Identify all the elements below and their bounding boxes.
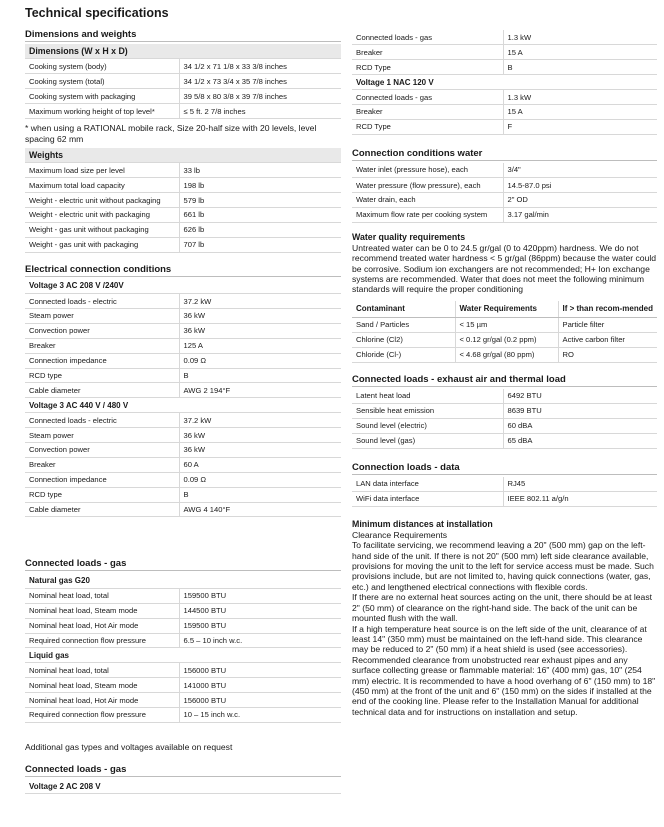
table-row bbox=[25, 633, 341, 648]
spec-label: Water drain, each bbox=[352, 193, 503, 208]
spec-value: 579 lb bbox=[179, 193, 341, 208]
spec-value: 0.09 Ω bbox=[179, 472, 341, 487]
spec-label: Latent heat load bbox=[352, 389, 503, 404]
spec-label: Nominal heat load, Steam mode bbox=[25, 603, 179, 618]
spec-value: 60 dBA bbox=[503, 418, 657, 433]
table-row bbox=[25, 237, 341, 252]
table-row bbox=[352, 193, 657, 208]
table-row bbox=[25, 353, 341, 368]
voltage-group-title: Voltage 1 NAC 120 V bbox=[352, 75, 657, 90]
dimensions-subtitle: Dimensions (W x H x D) bbox=[25, 44, 341, 59]
spec-label: Nominal heat load, total bbox=[25, 588, 179, 603]
table-row bbox=[25, 148, 341, 163]
spec-label: Nominal heat load, total bbox=[25, 663, 179, 678]
requirement-cell: < 0.12 gr/gal (0.2 ppm) bbox=[455, 332, 558, 347]
spec-label: Maximum load size per level bbox=[25, 163, 179, 178]
table-row bbox=[352, 347, 657, 362]
spec-label: Weight - gas unit with packaging bbox=[25, 237, 179, 252]
exhaust-table bbox=[352, 389, 657, 449]
table-row bbox=[25, 178, 341, 193]
spec-value: 159500 BTU bbox=[179, 588, 341, 603]
gas-section-title: Connected loads - gas bbox=[25, 557, 341, 571]
spec-label: Required connection flow pressure bbox=[25, 707, 179, 722]
contaminant-cell: Chlorine (Cl2) bbox=[352, 332, 455, 347]
spec-value: 15 A bbox=[503, 45, 657, 60]
table-row bbox=[352, 60, 657, 75]
table-row bbox=[25, 502, 341, 517]
spec-value: 661 lb bbox=[179, 208, 341, 223]
spec-value: AWG 4 140°F bbox=[179, 502, 341, 517]
spec-label: Maximum total load capacity bbox=[25, 178, 179, 193]
table-row bbox=[25, 707, 341, 722]
gas2-section-title: Connected loads - gas bbox=[25, 763, 341, 777]
spec-value: F bbox=[503, 119, 657, 134]
table-row bbox=[25, 222, 341, 237]
dimensions-table bbox=[25, 44, 341, 119]
spec-label: Weight - electric unit without packaging bbox=[25, 193, 179, 208]
spec-label: Weight - electric unit with packaging bbox=[25, 208, 179, 223]
gas-footnote: Additional gas types and voltages available on request bbox=[25, 741, 233, 752]
dimensions-footnote: * when using a RATIONAL mobile rack, Size 20-half size with 20 levels, level spacing 62 mm bbox=[25, 122, 317, 144]
gas-group-title: Natural gas G20 bbox=[25, 573, 341, 588]
spec-value: 65 dBA bbox=[503, 433, 657, 448]
electrical-section-title: Electrical connection conditions bbox=[25, 263, 341, 277]
spec-value: 1.3 kW bbox=[503, 90, 657, 105]
spec-label: Water pressure (flow pressure), each bbox=[352, 178, 503, 193]
spec-value: 0.09 Ω bbox=[179, 353, 341, 368]
table-row bbox=[352, 30, 657, 45]
spec-label: Convection power bbox=[25, 442, 179, 457]
requirement-cell: < 15 µm bbox=[455, 317, 558, 332]
table-row bbox=[25, 89, 341, 104]
spec-value: 14.5-87.0 psi bbox=[503, 178, 657, 193]
table-row bbox=[25, 663, 341, 678]
table-row bbox=[25, 413, 341, 428]
table-row bbox=[25, 74, 341, 89]
spec-value: 156000 BTU bbox=[179, 663, 341, 678]
table-row bbox=[25, 338, 341, 353]
filter-cell: Particle filter bbox=[558, 317, 657, 332]
table-row bbox=[25, 279, 341, 294]
distances-paragraph: Recommended clearance from unobstructed rear exhaust pipes and any surface collecting grease or flammable material: 16" (400 mm) gas, 10" (254 mm) electric. It is recommended to have a hood overhang of 6" (150 mm) to 18" (450 mm) at the front of the unit and 6" (150 mm) on the sides if installed at the end of the cooking line. Please refer to the Installation Manual for additional technical data and for instructions on installation and setup. bbox=[352, 654, 656, 717]
spec-value: 36 kW bbox=[179, 308, 341, 323]
spec-value: 36 kW bbox=[179, 428, 341, 443]
table-row bbox=[25, 208, 341, 223]
spec-label: Sound level (electric) bbox=[352, 418, 503, 433]
spec-value: 15 A bbox=[503, 104, 657, 119]
spec-label: Sound level (gas) bbox=[352, 433, 503, 448]
spec-value: 144500 BTU bbox=[179, 603, 341, 618]
table-row bbox=[25, 573, 341, 588]
spec-value: 198 lb bbox=[179, 178, 341, 193]
gas-table bbox=[25, 573, 341, 722]
column-header: Contaminant bbox=[352, 301, 455, 318]
table-row bbox=[352, 104, 657, 119]
weights-table bbox=[25, 148, 341, 253]
spec-value: 3/4" bbox=[503, 163, 657, 178]
spec-label: Connection impedance bbox=[25, 472, 179, 487]
right-column bbox=[352, 30, 657, 717]
spec-value: 8639 BTU bbox=[503, 403, 657, 418]
spec-value: B bbox=[179, 487, 341, 502]
spec-value: 6492 BTU bbox=[503, 389, 657, 404]
requirement-cell: < 4.68 gr/gal (80 ppm) bbox=[455, 347, 558, 362]
distances-paragraph: To facilitate servicing, we recommend leaving a 20" (500 mm) gap on the left-hand side of the unit. If there is not 20" (500 mm) left side clearance available, provisions for moving the unit to the left for service access must be made. Such provisions include, but are not limited to, having quick connections (water, gas, etc.) and lengthened electrical connections with flexible cords. bbox=[352, 540, 654, 592]
data-section-title: Connection loads - data bbox=[352, 461, 657, 475]
spec-value: 6.5 – 10 inch w.c. bbox=[179, 633, 341, 648]
table-row bbox=[25, 59, 341, 74]
table-row bbox=[352, 491, 657, 506]
spec-label: RCD Type bbox=[352, 60, 503, 75]
spec-label: Cable diameter bbox=[25, 502, 179, 517]
spec-value: 34 1/2 x 71 1/8 x 33 3/8 inches bbox=[179, 59, 341, 74]
exhaust-section-title: Connected loads - exhaust air and thermal load bbox=[352, 373, 657, 387]
table-row bbox=[25, 588, 341, 603]
table-row bbox=[25, 323, 341, 338]
spec-label: Breaker bbox=[352, 104, 503, 119]
spec-value: 33 lb bbox=[179, 163, 341, 178]
spec-label: RCD Type bbox=[352, 119, 503, 134]
spec-value: 60 A bbox=[179, 457, 341, 472]
electrical-table bbox=[25, 279, 341, 518]
data-table bbox=[352, 477, 657, 507]
spec-label: Nominal heat load, Steam mode bbox=[25, 678, 179, 693]
page-title: Technical specifications bbox=[25, 6, 169, 20]
filter-cell: Active carbon filter bbox=[558, 332, 657, 347]
spec-label: LAN data interface bbox=[352, 477, 503, 492]
table-row bbox=[352, 207, 657, 222]
table-row bbox=[25, 163, 341, 178]
table-row bbox=[25, 368, 341, 383]
spec-value: 156000 BTU bbox=[179, 693, 341, 708]
table-row bbox=[25, 104, 341, 119]
spec-label: Weight - gas unit without packaging bbox=[25, 222, 179, 237]
spec-value: 34 1/2 x 73 3/4 x 35 7/8 inches bbox=[179, 74, 341, 89]
spec-label: Steam power bbox=[25, 308, 179, 323]
table-row bbox=[352, 477, 657, 492]
table-row bbox=[352, 389, 657, 404]
spec-value: 141000 BTU bbox=[179, 678, 341, 693]
spec-label: Cooking system with packaging bbox=[25, 89, 179, 104]
spec-label: Sensible heat emission bbox=[352, 403, 503, 418]
table-row bbox=[352, 45, 657, 60]
spec-value: B bbox=[503, 60, 657, 75]
voltage-group-title: Voltage 3 AC 208 V /240V bbox=[25, 279, 341, 294]
column-header: If > than recom-mended bbox=[558, 301, 657, 318]
spec-label: Nominal heat load, Hot Air mode bbox=[25, 693, 179, 708]
left-column bbox=[25, 28, 341, 794]
contaminant-cell: Chloride (Cl-) bbox=[352, 347, 455, 362]
spec-label: Cooking system (total) bbox=[25, 74, 179, 89]
voltage-group-title: Voltage 3 AC 440 V / 480 V bbox=[25, 398, 341, 413]
water-section-title: Connection conditions water bbox=[352, 147, 657, 161]
spec-label: Water inlet (pressure hose), each bbox=[352, 163, 503, 178]
table-row bbox=[352, 75, 657, 90]
spec-value: RJ45 bbox=[503, 477, 657, 492]
table-row bbox=[352, 163, 657, 178]
spec-value: 3.17 gal/min bbox=[503, 207, 657, 222]
spec-value: 125 A bbox=[179, 338, 341, 353]
water-table bbox=[352, 163, 657, 223]
voltage-group-title: Voltage 2 AC 208 V bbox=[25, 779, 341, 794]
table-row bbox=[25, 44, 341, 59]
spec-value: 37.2 kW bbox=[179, 413, 341, 428]
water-quality-title: Water quality requirements bbox=[352, 231, 466, 242]
spec-label: RCD type bbox=[25, 487, 179, 502]
table-row bbox=[25, 457, 341, 472]
spec-label: Maximum working height of top level* bbox=[25, 104, 179, 119]
distances-title: Minimum distances at installation bbox=[352, 518, 493, 529]
weights-subtitle: Weights bbox=[25, 148, 341, 163]
spec-label: Connection impedance bbox=[25, 353, 179, 368]
table-row bbox=[352, 433, 657, 448]
spec-label: Breaker bbox=[25, 338, 179, 353]
table-row bbox=[25, 487, 341, 502]
spec-value: 1.3 kW bbox=[503, 30, 657, 45]
spec-label: Connected loads - electric bbox=[25, 294, 179, 309]
spec-value: 10 – 15 inch w.c. bbox=[179, 707, 341, 722]
distances-paragraph: If a high temperature heat source is on the left side of the unit, clearance of at least 14" (350 mm) must be maintained on the left-hand side. This clearance may be reduced to 2" (50 mm) if a heat shield is used (see accessories). bbox=[352, 623, 647, 655]
table-row bbox=[25, 383, 341, 398]
spec-value: ≤ 5 ft. 2 7/8 inches bbox=[179, 104, 341, 119]
gas2-table bbox=[352, 30, 657, 135]
spec-label: Connected loads - electric bbox=[25, 413, 179, 428]
spec-label: Cable diameter bbox=[25, 383, 179, 398]
contaminant-cell: Sand / Particles bbox=[352, 317, 455, 332]
table-row bbox=[352, 332, 657, 347]
table-row bbox=[25, 648, 341, 663]
table-row bbox=[25, 193, 341, 208]
table-row bbox=[25, 398, 341, 413]
spec-label: RCD type bbox=[25, 368, 179, 383]
spec-label: Required connection flow pressure bbox=[25, 633, 179, 648]
spec-label: Steam power bbox=[25, 428, 179, 443]
dimensions-section-title: Dimensions and weights bbox=[25, 28, 341, 42]
table-row bbox=[25, 693, 341, 708]
table-row bbox=[352, 418, 657, 433]
contaminant-table bbox=[352, 301, 657, 363]
column-header: Water Requirements bbox=[455, 301, 558, 318]
table-row bbox=[25, 308, 341, 323]
spec-value: 36 kW bbox=[179, 442, 341, 457]
table-row bbox=[352, 119, 657, 134]
gas2-left-table bbox=[25, 779, 341, 794]
table-header-row bbox=[352, 301, 657, 318]
spec-label: Breaker bbox=[25, 457, 179, 472]
spec-value: 2" OD bbox=[503, 193, 657, 208]
table-row bbox=[25, 442, 341, 457]
filter-cell: RO bbox=[558, 347, 657, 362]
spec-label: WiFi data interface bbox=[352, 491, 503, 506]
spec-value: 626 lb bbox=[179, 222, 341, 237]
table-row bbox=[25, 779, 341, 794]
table-row bbox=[352, 317, 657, 332]
gas-group-title: Liquid gas bbox=[25, 648, 341, 663]
distances-subtitle: Clearance Requirements bbox=[352, 529, 448, 540]
table-row bbox=[25, 603, 341, 618]
spec-label: Breaker bbox=[352, 45, 503, 60]
table-row bbox=[352, 403, 657, 418]
table-row bbox=[25, 294, 341, 309]
spec-label: Connected loads - gas bbox=[352, 90, 503, 105]
spec-label: Nominal heat load, Hot Air mode bbox=[25, 618, 179, 633]
table-row bbox=[25, 678, 341, 693]
spec-label: Cooking system (body) bbox=[25, 59, 179, 74]
table-row bbox=[25, 618, 341, 633]
spec-value: 37.2 kW bbox=[179, 294, 341, 309]
spec-label: Convection power bbox=[25, 323, 179, 338]
table-row bbox=[352, 90, 657, 105]
table-row bbox=[25, 472, 341, 487]
spec-value: 39 5/8 x 80 3/8 x 39 7/8 inches bbox=[179, 89, 341, 104]
spec-value: 36 kW bbox=[179, 323, 341, 338]
spec-value: B bbox=[179, 368, 341, 383]
spec-value: AWG 2 194°F bbox=[179, 383, 341, 398]
spec-label: Connected loads - gas bbox=[352, 30, 503, 45]
spec-label: Maximum flow rate per cooking system bbox=[352, 207, 503, 222]
spec-value: 707 lb bbox=[179, 237, 341, 252]
distances-paragraph: If there are no external heat sources acting on the unit, there should be at least 2" (50 mm) of clearance on the right-hand side. The back of the unit can be mounted flush with the wall. bbox=[352, 592, 653, 624]
table-row bbox=[25, 428, 341, 443]
spec-value: IEEE 802.11 a/g/n bbox=[503, 491, 657, 506]
table-row bbox=[352, 178, 657, 193]
water-quality-text: Untreated water can be 0 to 24.5 gr/gal (0 to 420ppm) hardness. We do not recommend treated water hardness < 5 gr/gal (86ppm) because the water could be corrosive. Sodium ion exchangers are not recommended; H+ Ion exchange systems are recommended. Water that does not meet the following minimum standards will require the proper conditioning bbox=[352, 242, 657, 295]
spec-value: 159500 BTU bbox=[179, 618, 341, 633]
